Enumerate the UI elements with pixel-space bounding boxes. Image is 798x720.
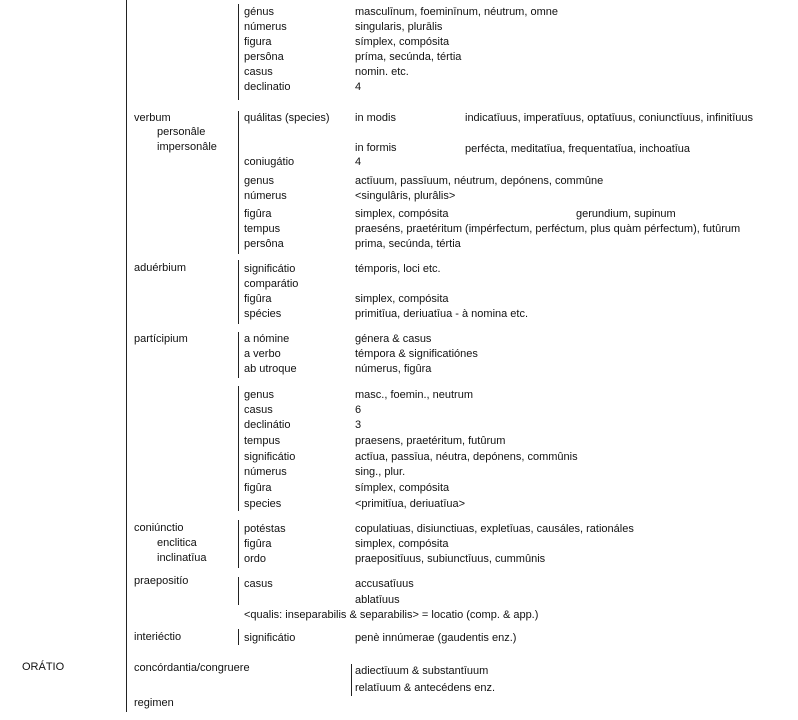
root-label: ORÁTIO — [22, 661, 65, 673]
concordantia-bracket-line — [351, 664, 352, 696]
nomen-val: príma, secúnda, tértia — [355, 51, 462, 63]
adverbium-val: témporis, loci etc. — [355, 263, 441, 275]
participium-val: sing., plur. — [355, 466, 406, 478]
interiectio-val: penè innúmerae (gaudentis enz.) — [355, 632, 517, 644]
participium-bracket-line-1 — [238, 332, 239, 378]
participium-bracket-line-2 — [238, 386, 239, 511]
regimen-label: regimen — [134, 697, 174, 709]
participium-val: 6 — [355, 404, 362, 416]
verbum-impersonale: impersonâle — [157, 141, 217, 153]
participium-key: figûra — [244, 482, 272, 494]
participium-key: a verbo — [244, 348, 281, 360]
concordantia-label: concórdantia/congruere — [134, 662, 250, 674]
nomen-key: declinatio — [244, 81, 291, 93]
adverbium-val: primitīua, deriuatīua - à nomina etc. — [355, 308, 529, 320]
nomen-bracket-line — [238, 4, 239, 100]
participium-key: a nómine — [244, 333, 290, 345]
interiectio-label: interiéctio — [134, 631, 182, 643]
praepositio-key: casus — [244, 578, 273, 590]
nomen-key: génus — [244, 6, 274, 18]
participium-key: casus — [244, 404, 273, 416]
coniunctio-key: potéstas — [244, 523, 286, 535]
coniunctio-key: figûra — [244, 538, 272, 550]
verbum-qualitas-key: quálitas (species) — [244, 112, 330, 124]
verbum-key: persôna — [244, 238, 284, 250]
main-spine-line — [126, 0, 127, 712]
adverbium-val: simplex, compósita — [355, 293, 449, 305]
participium-val: masc., foemin., neutrum — [355, 389, 473, 401]
participium-key: tempus — [244, 435, 281, 447]
verbum-in-modis: in modis — [355, 112, 396, 124]
nomen-val: masculīnum, foeminīnum, néutrum, omne — [355, 6, 558, 18]
verbum-formae: perfécta, meditatīua, frequentatīua, inchoatīua — [465, 143, 691, 155]
verbum-val: prima, secúnda, tértia — [355, 238, 461, 250]
nomen-val: singularis, plurālis — [355, 21, 443, 33]
participium-key: genus — [244, 389, 274, 401]
nomen-val: 4 — [355, 81, 362, 93]
adverbium-key: figûra — [244, 293, 272, 305]
participium-val: génera & casus — [355, 333, 432, 345]
participium-label: partícipium — [134, 333, 188, 345]
praepositio-note: <qualis: inseparabilis & separabilis> = locatio (comp. & app.) — [244, 609, 539, 621]
verbum-extra: gerundium, supinum — [576, 208, 676, 220]
participium-val: númerus, figûra — [355, 363, 432, 375]
participium-key: species — [244, 498, 282, 510]
coniunctio-val: copulatiuas, disiunctiuas, expletīuas, causáles, rationáles — [355, 523, 634, 535]
participium-val: 3 — [355, 419, 362, 431]
participium-val: <primitīua, deriuatīua> — [355, 498, 466, 510]
praepositio-val-2: ablatīuus — [355, 594, 400, 606]
coniunctio-val: simplex, compósita — [355, 538, 449, 550]
coniunctio-bracket-line — [238, 520, 239, 568]
verbum-modi: indicatīuus, imperatīuus, optatīuus, coniunctīuus, infinitīuus — [465, 112, 753, 124]
verbum-key: tempus — [244, 223, 281, 235]
coniunctio-key: ordo — [244, 553, 267, 565]
adverbium-label: aduérbium — [134, 262, 186, 274]
participium-key: ab utroque — [244, 363, 297, 375]
verbum-key: númerus — [244, 190, 287, 202]
praepositio-bracket-line — [238, 577, 239, 605]
adverbium-key: significátio — [244, 263, 296, 275]
nomen-key: númerus — [244, 21, 287, 33]
praepositio-val-1: accusatīuus — [355, 578, 414, 590]
coniunctio-inclinativa: inclinatīua — [157, 552, 207, 564]
coniunctio-enclitica: enclitica — [157, 537, 197, 549]
verbum-key: figûra — [244, 208, 272, 220]
adverbium-bracket-line — [238, 260, 239, 324]
verbum-key: coniugátio — [244, 156, 295, 168]
coniunctio-val: praepositīuus, subiunctīuus, cummûnis — [355, 553, 546, 565]
nomen-key: persôna — [244, 51, 284, 63]
verbum-val: <singulâris, plurâlis> — [355, 190, 456, 202]
verbum-label: verbum — [134, 112, 171, 124]
verbum-val: 4 — [355, 156, 362, 168]
participium-key: significátio — [244, 451, 296, 463]
concordantia-val-1: adiectīuum & substantīuum — [355, 665, 489, 677]
interiectio-key: significátio — [244, 632, 296, 644]
coniunctio-label: coniúnctio — [134, 522, 184, 534]
participium-val: actīua, passīua, néutra, depónens, commûnis — [355, 451, 578, 463]
nomen-key: casus — [244, 66, 273, 78]
interiectio-bracket-line — [238, 629, 239, 645]
participium-val: praesens, praetéritum, futûrum — [355, 435, 506, 447]
nomen-key: figura — [244, 36, 272, 48]
adverbium-key: spécies — [244, 308, 282, 320]
verbum-bracket-line — [238, 111, 239, 254]
verbum-key: genus — [244, 175, 274, 187]
participium-val: témpora & significatiónes — [355, 348, 478, 360]
participium-key: númerus — [244, 466, 287, 478]
praepositio-label: praepositío — [134, 575, 189, 587]
nomen-val: símplex, compósita — [355, 36, 450, 48]
participium-key: declinátio — [244, 419, 291, 431]
concordantia-val-2: relatīuum & antecédens enz. — [355, 682, 496, 694]
verbum-val: actīuum, passīuum, néutrum, depónens, commûne — [355, 175, 604, 187]
verbum-val: praeséns, praetéritum (impérfectum, perféctum, plus quàm pérfectum), futûrum — [355, 223, 741, 235]
participium-val: símplex, compósita — [355, 482, 450, 494]
adverbium-key: comparátio — [244, 278, 299, 290]
verbum-in-formis: in formis — [355, 142, 397, 154]
nomen-val: nomin. etc. — [355, 66, 409, 78]
verbum-val: simplex, compósita — [355, 208, 449, 220]
verbum-personale: personâle — [157, 126, 206, 138]
